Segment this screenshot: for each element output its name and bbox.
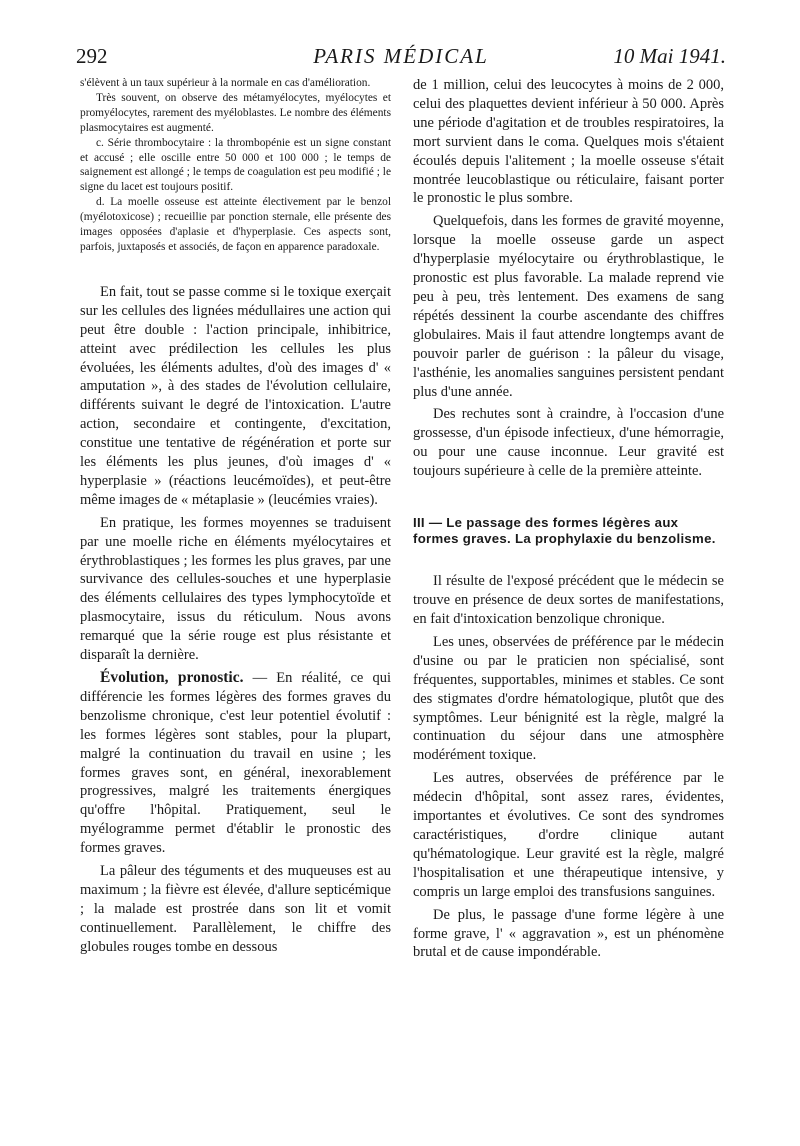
small-paragraph: s'élèvent à un taux supérieur à la normale en cas d'amélioration. [80,77,371,89]
body-paragraph: de 1 million, celui des leucocytes à moins de 2 000, celui des plaquettes devient inférieur à 50 000. Après une période d'agitation et de troubles respiratoires, la mort survient dans le coma. Quelques mois s'étaient écoulés depuis l'alitement ; la moelle osseuse s'était montrée leucoblastique ou réticulaire, faisant porter le pronostic le plus sombre. [413,77,724,207]
running-title: PARIS MÉDICAL [313,44,489,68]
body-paragraph: Quelquefois, dans les formes de gravité moyenne, lorsque la moelle osseuse garde un aspect d'hyperplasie myélocytaire ou érythroblastique, le pronostic est plus favorable. La malade reprend vie peu à peu, très lentement. Des examens de sang répétés dessinent la courbe ascendante des chiffres globulaires. Mais il faut attendre longtemps avant de pouvoir parler de guérison : la pâleur du visage, l'asthénie, les anomalies sanguines persistent pendant plus d'une année. [413,213,724,400]
right-column [413,76,724,962]
evolution-text: — En réalité, ce qui différencie les formes légères des formes graves du benzolisme chronique, c'est leur potentiel évolutif : les formes légères sont stables, pour la plupart, malgré la continuation du travail en usine ; les formes graves sont, en général, inexorablement progressives, malgré les traitements énergiques qu'offre l'hôpital. Pratiquement, seul le myélogramme permet d'établir le pronostic des formes graves. [80,670,391,857]
small-paragraph: c. Série thrombocytaire : la thrombopénie est un signe constant et accusé ; elle oscille entre 50 000 et 100 000 ; le temps de saignement est allongé ; le temps de coagulation est peu modifié ; le signe du lacet est toujours positif. [80,136,391,194]
page-header [76,44,726,74]
small-paragraph: d. La moelle osseuse est atteinte électivement par le benzol (myélotoxicose) ; recueillie par ponction sternale, elle présente des images opposées d'aplasie et d'hyperplasie. Ces aspects sont, parfois, juxtaposés et associés, de façon en apparence paradoxale. [80,196,391,253]
body-paragraph: Il résulte de l'exposé précédent que le médecin se trouve en présence de deux sortes de manifestations, en fait d'intoxication benzolique chronique. [413,573,724,628]
evolution-heading: Évolution, pronostic. [100,669,244,686]
body-paragraph: En fait, tout se passe comme si le toxique exerçait sur les cellules des lignées médullaires une action qui peut être double : l'action principale, inhibitrice, atteint avec prédilection les cellules les plus évoluées, les éléments adultes, d'où des images d' « amputation », à des stades de l'évolution cellulaire, différents suivant le degré de l'intoxication. L'autre action, secondaire et contingente, d'excitation, constitue une tentative de régénération et porte sur les éléments les plus jeunes, d'où images d' « hyperplasie » (réactions leucémoïdes), et peut-être même images de « métaplasie » (leucémies vraies). [80,283,391,508]
body-paragraph: Des rechutes sont à craindre, à l'occasion d'une grossesse, d'un épisode infectieux, d'une hémorragie, ou pour une cause inconnue. Leur gravité est toujours supérieure à celle de la première atteinte. [413,406,724,480]
body-paragraph: De plus, le passage d'une forme légère à une forme grave, l' « aggravation », est un phénomène brutal et de cause impondérable. [413,906,724,961]
small-paragraph: Très souvent, on observe des métamyélocytes, myélocytes et promyélocytes, rarement des myéloblastes. Le nombre des éléments plasmocytaires est augmenté. [80,91,391,134]
body-paragraph: La pâleur des téguments et des muqueuses est au maximum ; la fièvre est élevée, d'allure septicémique ; la malade est prostrée dans son lit et vomit continuellement. Parallèlement, le chiffre des globules rouges tombe en dessous [80,863,391,955]
body-paragraph: En pratique, les formes moyennes se traduisent par une moelle riche en éléments myélocytaires et érythroblastiques ; les formes les plus graves, par une survivance des cellules-souches et une hyperplasie des éléments cellulaires des types lymphocytoïde et plasmocytaire, issus du réticulum. Nous avons remarqué que la série rouge est plus résistante et disparaît la dernière. [80,514,391,664]
page-number: 292 [76,44,108,68]
evolution-paragraph [80,669,391,858]
section-heading: III — Le passage des formes légères aux formes graves. La prophylaxie du benzolisme. [413,515,716,546]
left-column [80,76,391,957]
body-paragraph: Les unes, observées de préférence par le médecin d'usine ou par le praticien non spécialisé, sont fréquentes, supportables, minimes et stables. Ce sont des stigmates d'ordre hématologique, plutôt que des symptômes. Leur bénignité est la règle, malgré la continuation du séjour dans une atmosphère modérément toxique. [413,633,724,764]
issue-date: 10 Mai 1941. [613,44,726,68]
body-paragraph: Les autres, observées de préférence par le médecin d'hôpital, sont assez rares, évidentes, importantes et évolutives. Ce sont des syndromes caractéristiques, d'ordre clinique autant qu'hématologique. Leur gravité est la règle, malgré l'hospitalisation et une thérapeutique intensive, y compris un large emploi des transfusions sanguines. [413,770,724,900]
